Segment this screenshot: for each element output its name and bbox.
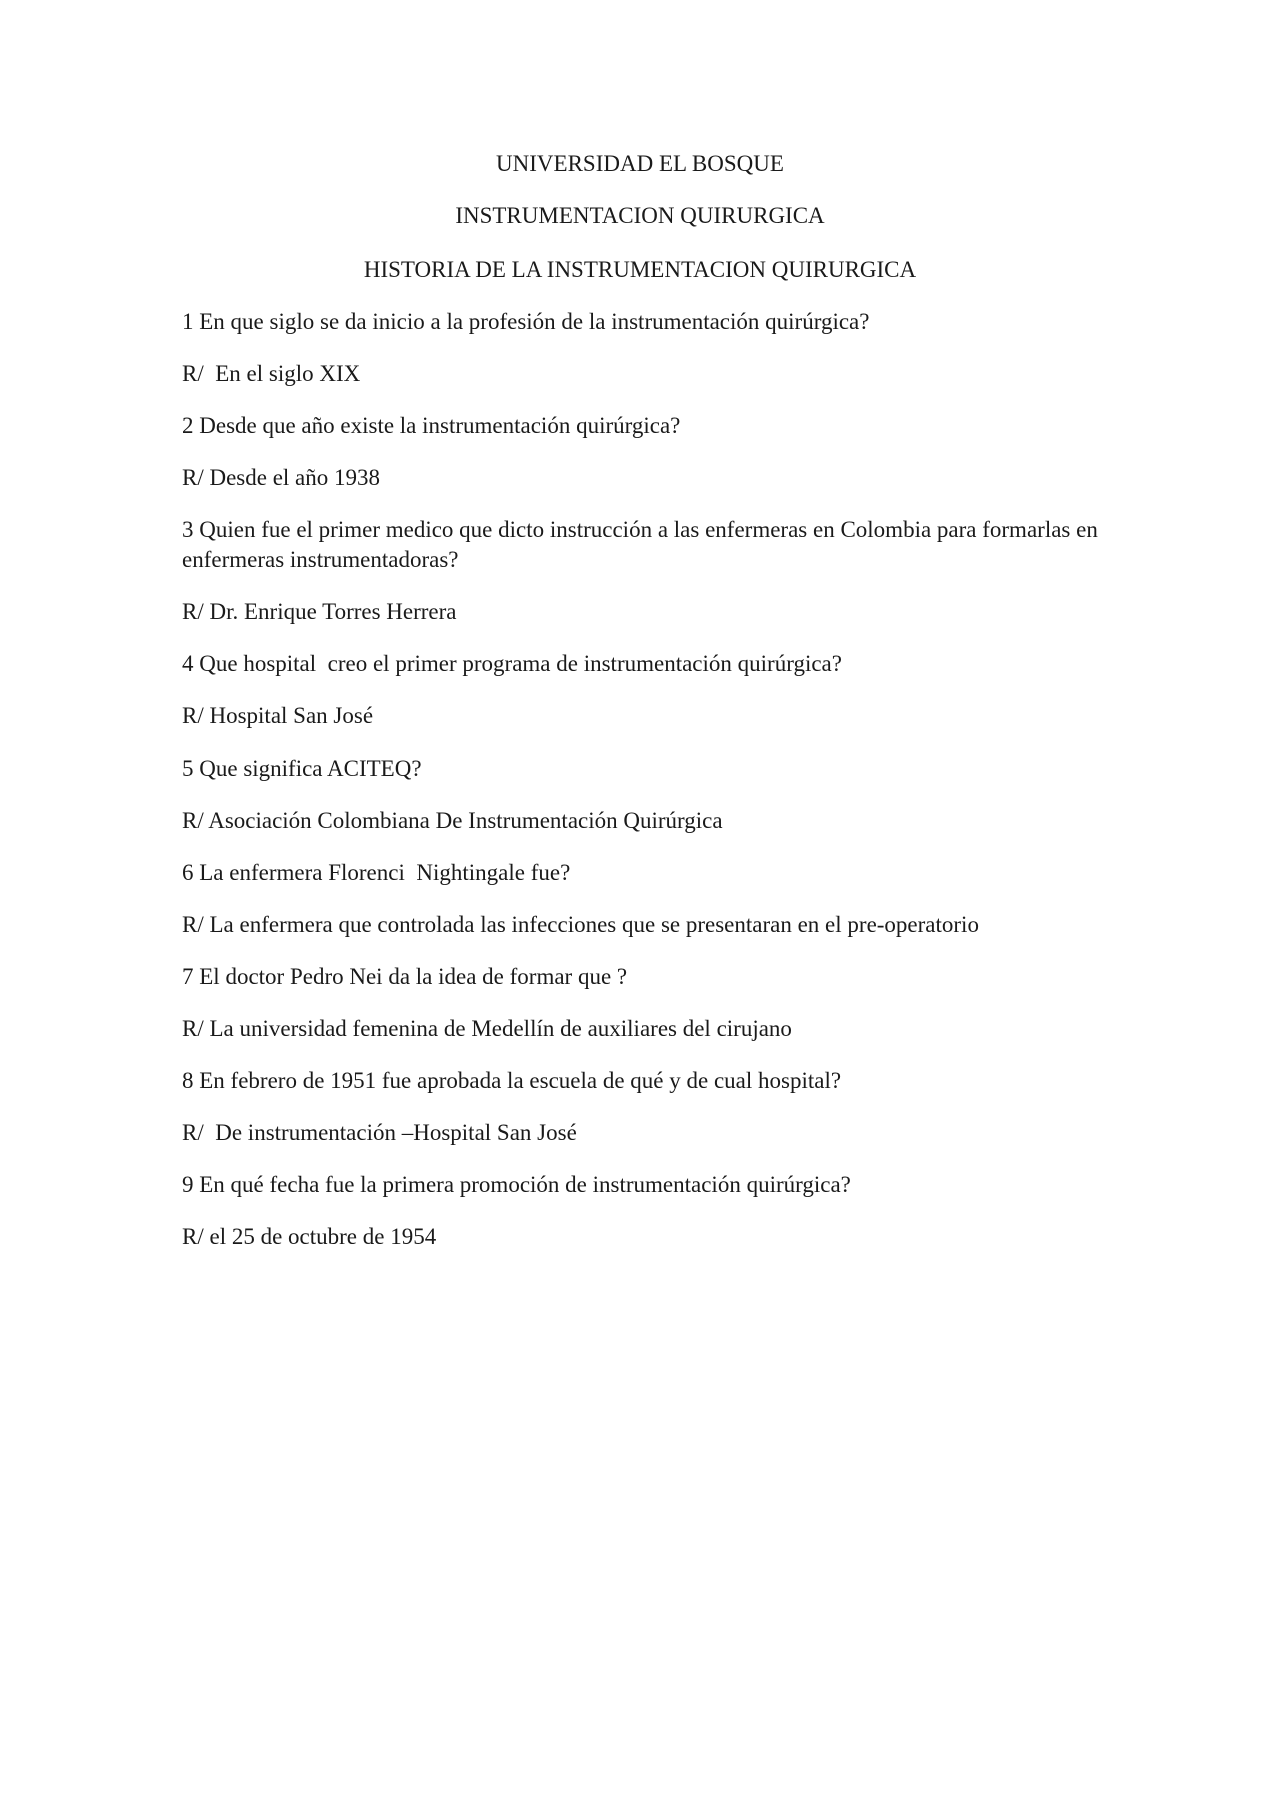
document-title: HISTORIA DE LA INSTRUMENTACION QUIRURGICA	[363, 257, 917, 282]
question-1: 1 En que siglo se da inicio a la profesión de la instrumentación quirúrgica?	[182, 309, 870, 334]
answer-6: R/ La enfermera que controlada las infecciones que se presentaran en el pre-operatorio	[182, 912, 979, 937]
question-9: 9 En qué fecha fue la primera promoción de instrumentación quirúrgica?	[182, 1172, 851, 1197]
answer-3: R/ Dr. Enrique Torres Herrera	[182, 599, 457, 624]
answer-9: R/ el 25 de octubre de 1954	[182, 1224, 437, 1249]
university-title: UNIVERSIDAD EL BOSQUE	[496, 151, 784, 176]
question-7: 7 El doctor Pedro Nei da la idea de formar que ?	[182, 964, 628, 989]
program-title: INSTRUMENTACION QUIRURGICA	[455, 203, 825, 228]
question-8: 8 En febrero de 1951 fue aprobada la escuela de qué y de cual hospital?	[182, 1068, 842, 1093]
answer-7: R/ La universidad femenina de Medellín de auxiliares del cirujano	[182, 1016, 792, 1041]
question-2: 2 Desde que año existe la instrumentación quirúrgica?	[182, 413, 681, 438]
question-6: 6 La enfermera Florenci Nightingale fue?	[182, 860, 571, 885]
answer-4: R/ Hospital San José	[182, 703, 374, 728]
answer-2: R/ Desde el año 1938	[182, 465, 381, 490]
question-5: 5 Que significa ACITEQ?	[182, 756, 422, 781]
question-3: 3 Quien fue el primer medico que dicto instrucción a las enfermeras en Colombia para formarlas en enfermeras instrumentadoras?	[182, 517, 1098, 572]
question-4: 4 Que hospital creo el primer programa de instrumentación quirúrgica?	[182, 651, 842, 676]
answer-1: R/ En el siglo XIX	[182, 361, 361, 386]
answer-8: R/ De instrumentación –Hospital San José	[182, 1120, 577, 1145]
answer-5: R/ Asociación Colombiana De Instrumentación Quirúrgica	[182, 808, 723, 833]
